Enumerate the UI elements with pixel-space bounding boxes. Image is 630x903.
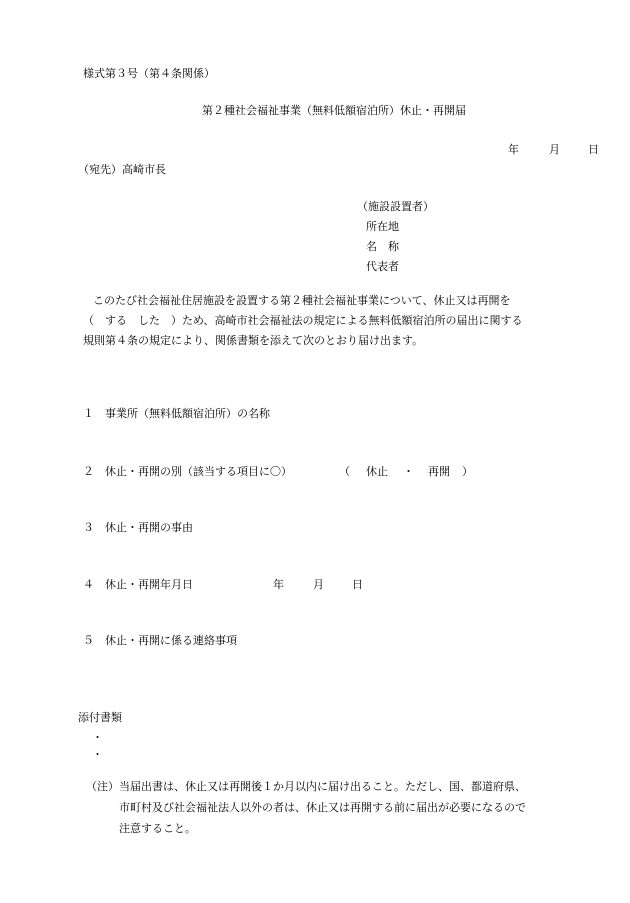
note-line-1: （注）当届出書は、休止又は再開後１か月以内に届け出ること。ただし、国、都道府県、	[86, 780, 526, 793]
form-number: 様式第３号（第４条関係）	[83, 67, 215, 80]
item-date-month-label: 月	[313, 578, 324, 591]
declaration-line-3: 規則第４条の規定により、関係書類を添えて次のとおり届け出ます。	[83, 334, 424, 347]
note-line-2: 市町村及び社会福祉法人以外の者は、休止又は再開する前に届出が必要になるので	[119, 801, 526, 814]
option-resume[interactable]: 再開	[428, 465, 450, 478]
item-number: ４	[83, 578, 94, 591]
addressee: （宛先）高崎市長	[78, 163, 166, 176]
date-month-label: 月	[549, 143, 560, 156]
applicant-heading: （施設設置者）	[357, 200, 434, 213]
document-title: 第２種社会福祉事業（無料低額宿泊所）休止・再開届	[202, 104, 466, 117]
item-number: ５	[83, 634, 94, 647]
address-label: 所在地	[366, 220, 399, 233]
item-number: １	[83, 407, 94, 420]
attachment-bullet: ・	[92, 731, 103, 744]
item-number: ２	[83, 465, 94, 478]
attachments-heading: 添付書類	[78, 711, 122, 724]
item-date-year-label: 年	[273, 578, 284, 591]
declaration-line-1: このたび社会福祉住居施設を設置する第２種社会福祉事業について、休止又は再開を	[93, 294, 511, 307]
name-label: 名 称	[366, 240, 399, 253]
item-label: 休止・再開の別（該当する項目に〇）	[105, 465, 292, 478]
item-label: 休止・再開に係る連絡事項	[105, 634, 237, 647]
item-label: 事業所（無料低額宿泊所）の名称	[105, 407, 270, 420]
item-label: 休止・再開の事由	[105, 521, 193, 534]
options-open-paren: （	[339, 465, 350, 478]
option-suspend[interactable]: 休止	[366, 465, 388, 478]
attachment-bullet: ・	[92, 748, 103, 761]
item-date-day-label: 日	[352, 578, 363, 591]
item-number: ３	[83, 521, 94, 534]
declaration-paragraph	[83, 291, 603, 351]
note-line-3: 注意すること。	[119, 822, 196, 835]
item-label: 休止・再開年月日	[105, 578, 193, 591]
date-day-label: 日	[588, 143, 599, 156]
option-separator: ・	[403, 465, 414, 478]
note-paragraph	[86, 776, 606, 839]
date-year-label: 年	[508, 143, 519, 156]
declaration-line-2: （ する した ）ため、高崎市社会福祉法の規定による無料低額宿泊所の届出に関する	[83, 314, 523, 327]
representative-label: 代表者	[366, 260, 399, 273]
options-close-paren: ）	[462, 465, 473, 478]
